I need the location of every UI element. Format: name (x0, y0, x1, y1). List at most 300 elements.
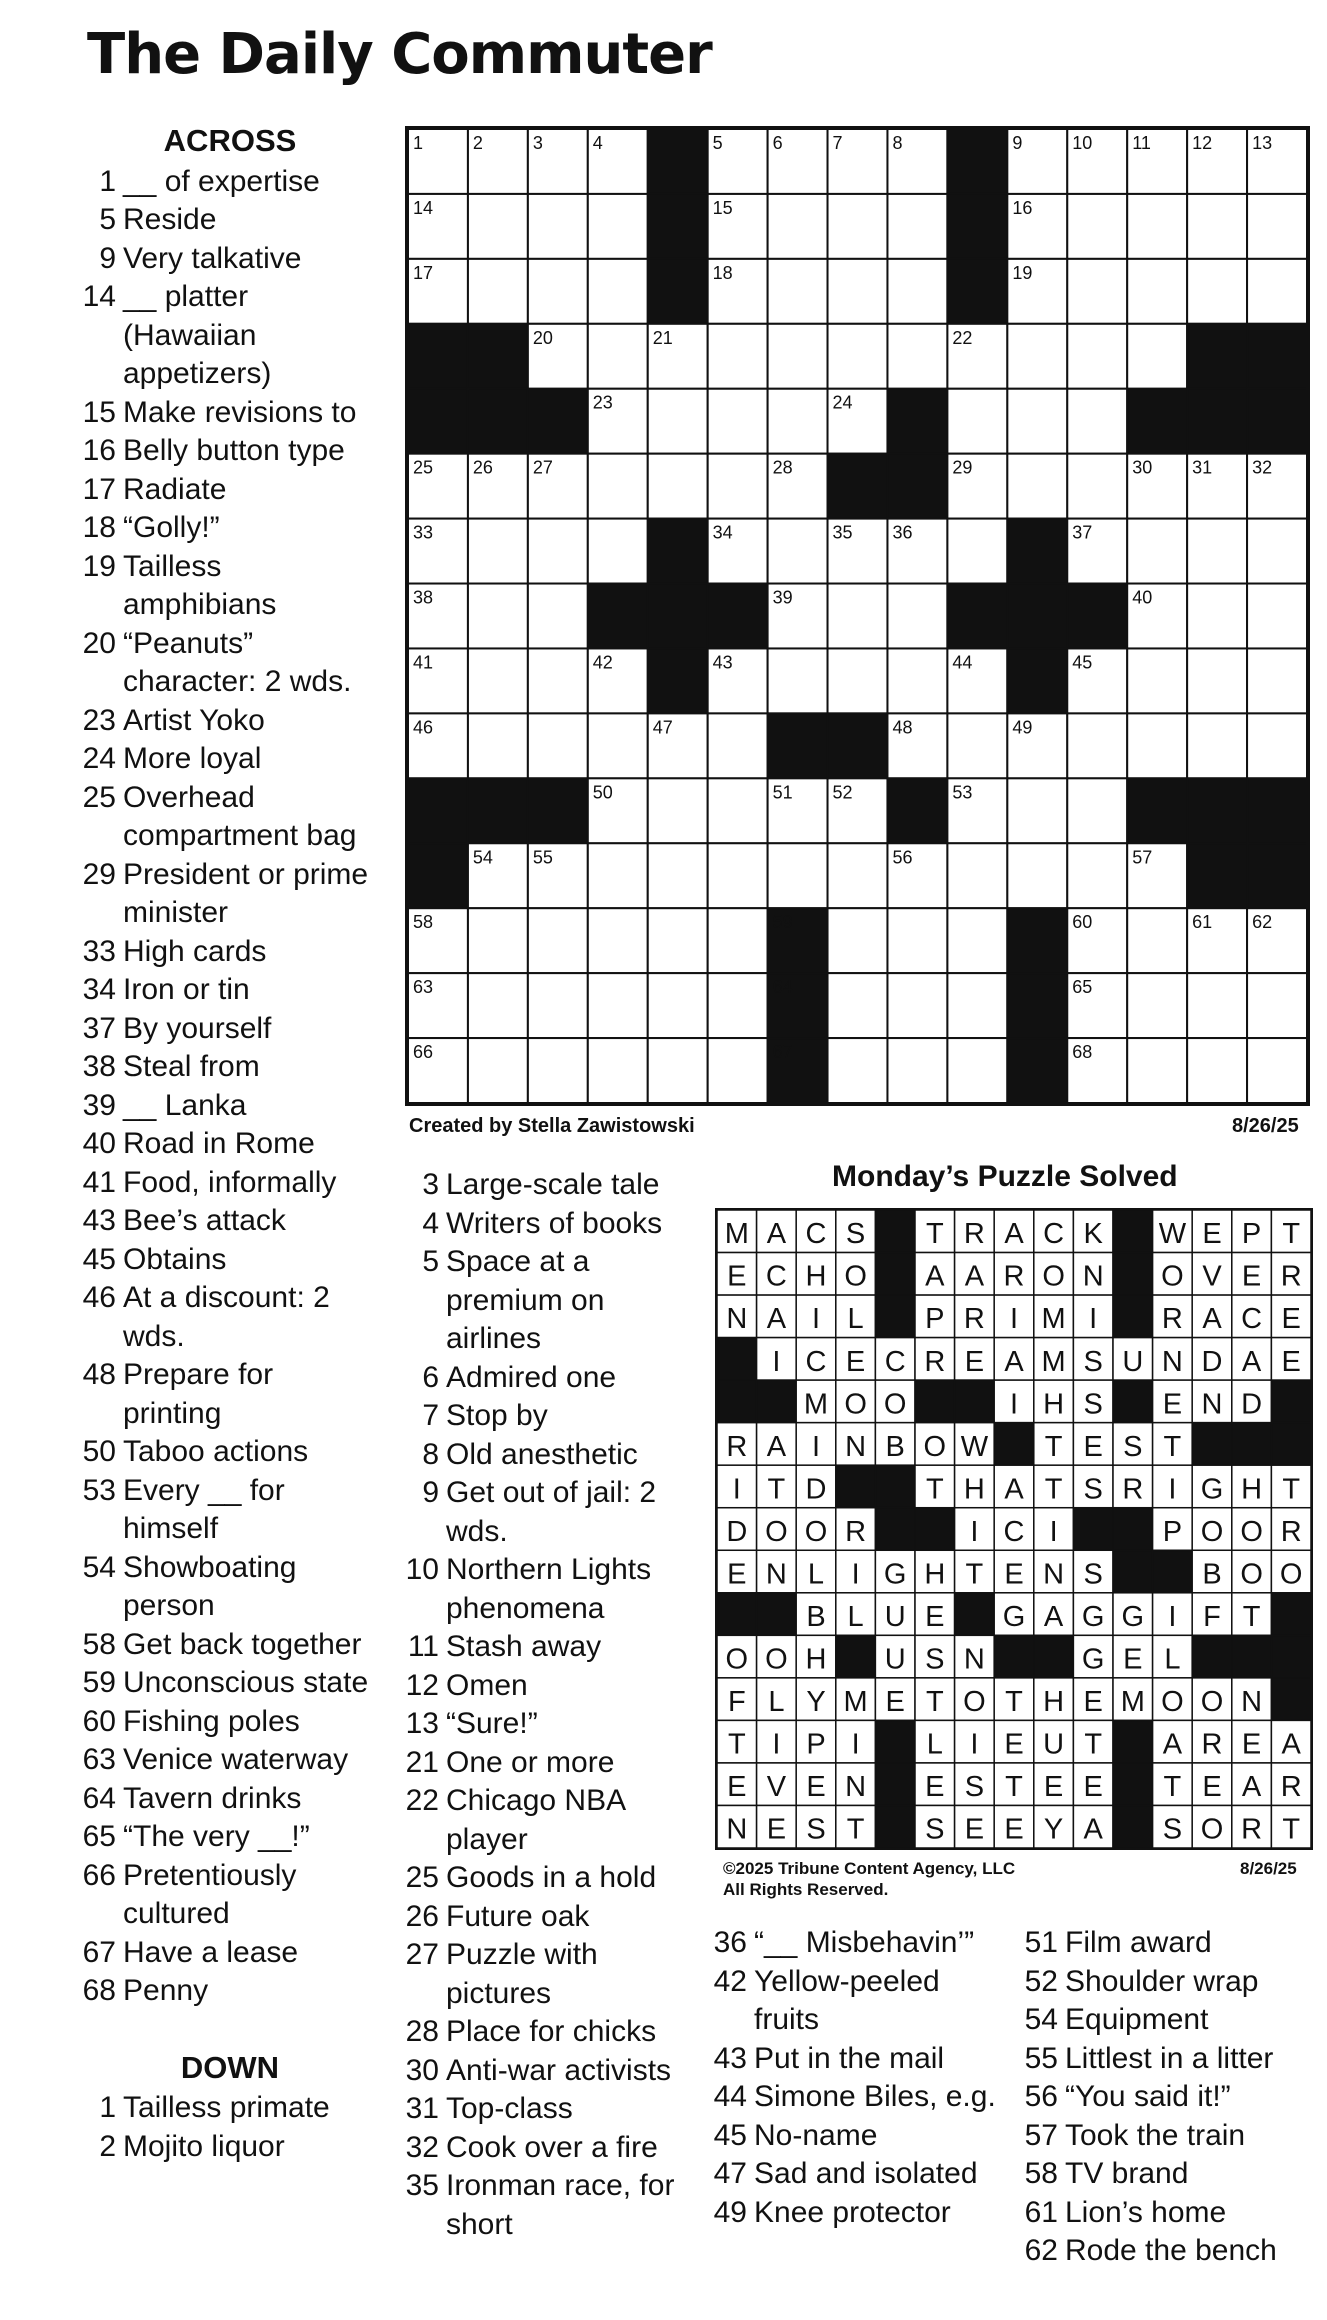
clue-number: 16 (82, 434, 116, 467)
grid-cell[interactable] (528, 648, 588, 713)
clue-text: Simone Biles, e.g. (754, 2080, 996, 2113)
clue-item (707, 2078, 1007, 2117)
grid-cell[interactable] (708, 454, 768, 519)
solution-letter: T (965, 1558, 984, 1591)
clue-item (82, 1048, 378, 1087)
solution-letter: T (925, 1218, 944, 1251)
grid-cell[interactable] (528, 259, 588, 324)
solution-letter: F (727, 1686, 746, 1719)
grid-cell[interactable] (887, 324, 947, 389)
black-square (887, 454, 947, 519)
grid-cell[interactable] (1007, 454, 1067, 519)
solution-black-square (1113, 1253, 1153, 1296)
solution-letter: D (1241, 1388, 1263, 1421)
grid-cell[interactable] (828, 908, 888, 973)
solution-black-square (875, 1805, 915, 1848)
grid-cell[interactable] (708, 389, 768, 454)
grid-cell[interactable] (1127, 519, 1187, 584)
clue-text: President or prime minister (123, 857, 369, 929)
grid-cell[interactable] (887, 648, 947, 713)
clue-text: “Golly!” (123, 511, 220, 544)
grid-cell[interactable] (708, 908, 768, 973)
solution-letter: M (1041, 1345, 1066, 1378)
solution-letter: T (925, 1686, 944, 1719)
solution-black-square (757, 1380, 797, 1423)
solution-black-square (1113, 1550, 1153, 1593)
clue-number: 20 (82, 626, 116, 660)
solution-black-square (757, 1593, 797, 1636)
grid-cell[interactable] (768, 519, 828, 584)
clue-item (707, 2155, 1007, 2194)
solution-letter: A (766, 1218, 787, 1251)
grid-cell[interactable] (1067, 324, 1127, 389)
cell-number: 40 (1132, 587, 1153, 608)
grid-cell[interactable] (887, 973, 947, 1038)
grid-cell[interactable] (468, 259, 528, 324)
grid-cell[interactable] (1127, 973, 1187, 1038)
clue-item (82, 971, 378, 1010)
cell-number: 11 (1132, 133, 1151, 153)
cell-number: 60 (1072, 912, 1093, 933)
grid-cell[interactable] (768, 324, 828, 389)
clue-text: Lion’s home (1065, 2195, 1227, 2229)
grid-cell[interactable] (468, 194, 528, 259)
clue-number: 25 (405, 1861, 439, 1894)
clue-item (1018, 2232, 1318, 2271)
cell-number: 33 (413, 522, 434, 543)
grid-cell[interactable] (1247, 519, 1307, 584)
solution-black-square (875, 1465, 915, 1508)
grid-cell[interactable] (947, 973, 1007, 1038)
solution-letter: C (765, 1260, 787, 1293)
grid-cell[interactable] (1247, 194, 1307, 259)
solution-letter: L (807, 1558, 825, 1591)
grid-cell[interactable] (1187, 259, 1247, 324)
grid-cell[interactable] (648, 973, 708, 1038)
grid-cell[interactable] (947, 908, 1007, 973)
clue-item (82, 1741, 378, 1780)
solution-letter: E (1202, 1771, 1222, 1804)
solution-letter: Y (806, 1686, 826, 1719)
grid-cell[interactable] (1007, 389, 1067, 454)
solution-letter: U (884, 1600, 906, 1633)
grid-cell[interactable] (648, 454, 708, 519)
solution-letter: N (1201, 1388, 1223, 1421)
solution-letter: T (1242, 1600, 1261, 1633)
grid-cell[interactable] (468, 519, 528, 584)
solution-letter: O (725, 1643, 749, 1676)
grid-cell[interactable] (1067, 843, 1127, 908)
cell-number: 41 (413, 652, 434, 673)
solution-letter: A (1202, 1303, 1222, 1336)
grid-cell[interactable] (588, 973, 648, 1038)
clue-text: Rode the bench (1065, 2234, 1277, 2267)
clue-item (82, 1972, 378, 2011)
solution-black-square (1113, 1210, 1153, 1253)
solution-letter: O (844, 1260, 867, 1293)
solution-black-square (1271, 1423, 1311, 1466)
solution-letter: A (1241, 1771, 1262, 1804)
grid-cell[interactable] (1187, 584, 1247, 649)
grid-cell[interactable] (468, 584, 528, 649)
grid-cell[interactable] (528, 713, 588, 778)
clue-text: “The very __!” (123, 1820, 310, 1853)
clue-number: 38 (82, 1050, 116, 1083)
solution-letter: E (1083, 1771, 1103, 1804)
grid-cell[interactable] (1127, 648, 1187, 713)
clue-number: 63 (82, 1743, 116, 1776)
grid-cell[interactable] (588, 194, 648, 259)
clue-item (82, 163, 378, 202)
clue-number: 12 (405, 1668, 439, 1702)
clue-text: Yellow-peeled fruits (754, 1964, 940, 2036)
solution-letter: E (1083, 1686, 1103, 1719)
clue-item (1018, 2155, 1318, 2194)
clue-text: Mojito liquor (123, 2129, 285, 2163)
grid-cell[interactable] (828, 259, 888, 324)
grid-cell[interactable] (468, 713, 528, 778)
clue-number: 9 (99, 241, 116, 275)
grid-cell[interactable] (1247, 713, 1307, 778)
grid-cell[interactable] (1007, 843, 1067, 908)
solution-letter: D (1201, 1345, 1223, 1378)
grid-cell[interactable] (887, 1038, 947, 1103)
black-square (1247, 324, 1307, 389)
grid-cell[interactable] (1127, 324, 1187, 389)
solution-letter: T (925, 1473, 944, 1506)
cell-number: 52 (832, 782, 853, 803)
solution-letter: S (964, 1771, 985, 1804)
grid-cell[interactable] (468, 648, 528, 713)
clue-text: Venice waterway (123, 1743, 349, 1776)
grid-cell[interactable] (1067, 778, 1127, 843)
grid-cell[interactable] (828, 843, 888, 908)
grid-cell[interactable] (648, 843, 708, 908)
grid-cell[interactable] (768, 648, 828, 713)
grid-cell[interactable] (768, 389, 828, 454)
grid-cell[interactable] (588, 454, 648, 519)
solution-letter: I (1168, 1600, 1177, 1633)
cell-number: 13 (1252, 133, 1273, 153)
clue-number: 32 (405, 2130, 439, 2164)
black-square (768, 713, 828, 778)
cell-number: 68 (1072, 1042, 1093, 1063)
cell-number: 58 (413, 912, 434, 933)
cell-number: 25 (413, 457, 434, 478)
clue-number: 41 (82, 1165, 116, 1199)
clue-text: Make revisions to (123, 395, 357, 429)
grid-cell[interactable] (588, 908, 648, 973)
solution-black-square (1153, 1550, 1193, 1593)
grid-cell[interactable] (887, 908, 947, 973)
clue-item (82, 1010, 378, 1049)
clue-text: Every __ for himself (123, 1473, 285, 1545)
clue-item (707, 1963, 1007, 2040)
grid-cell[interactable] (708, 713, 768, 778)
black-square (1067, 584, 1127, 649)
solution-letter: L (847, 1303, 864, 1336)
clue-number: 51 (1024, 1926, 1058, 1959)
clue-item (82, 1125, 378, 1164)
grid-cell[interactable] (887, 584, 947, 649)
grid-cell[interactable] (828, 584, 888, 649)
clue-number: 14 (82, 280, 116, 313)
solution-letter: S (806, 1813, 826, 1846)
solution-letter: A (1004, 1345, 1024, 1378)
black-square (648, 648, 708, 713)
solution-black-square (994, 1635, 1034, 1678)
clue-text: Penny (123, 1974, 209, 2007)
clue-number: 66 (82, 1858, 116, 1892)
grid-cell[interactable] (648, 1038, 708, 1103)
cell-number: 56 (892, 847, 913, 868)
grid-cell[interactable] (1127, 713, 1187, 778)
grid-cell[interactable] (1247, 584, 1307, 649)
clue-number: 18 (82, 511, 116, 544)
grid-cell[interactable] (828, 648, 888, 713)
clue-text: “__ Misbehavin’” (754, 1926, 975, 1959)
cell-number: 12 (1192, 133, 1213, 153)
grid-cell[interactable] (708, 973, 768, 1038)
grid-cell[interactable] (1247, 1038, 1307, 1103)
cell-number: 39 (772, 587, 793, 608)
solution-letter: E (885, 1686, 905, 1719)
grid-cell[interactable] (528, 1038, 588, 1103)
cell-number: 6 (772, 133, 783, 153)
grid-cell[interactable] (468, 908, 528, 973)
black-square (528, 778, 588, 843)
grid-cell[interactable] (588, 519, 648, 584)
grid-cell[interactable] (947, 389, 1007, 454)
grid-cell[interactable] (1247, 648, 1307, 713)
grid-cell[interactable] (708, 843, 768, 908)
clue-text: Writers of books (446, 1206, 663, 1240)
grid-cell[interactable] (1247, 973, 1307, 1038)
grid-cell[interactable] (828, 1038, 888, 1103)
solution-letter: N (963, 1643, 985, 1676)
cell-number: 5 (712, 133, 723, 153)
solution-letter: S (845, 1218, 866, 1251)
black-square (828, 713, 888, 778)
solution-letter: R (1280, 1771, 1302, 1804)
solution-letter: O (844, 1388, 867, 1421)
solution-letter: E (845, 1345, 866, 1378)
solution-letter: A (766, 1430, 787, 1463)
clue-item (82, 1818, 378, 1857)
grid-cell[interactable] (1067, 259, 1127, 324)
solution-letter: Y (1043, 1813, 1064, 1846)
grid-cell[interactable] (1067, 454, 1127, 519)
clue-text: TV brand (1065, 2157, 1189, 2190)
clue-text: Belly button type (123, 434, 345, 467)
clue-text: Unconscious state (123, 1666, 369, 1699)
grid-cell[interactable] (1127, 1038, 1187, 1103)
clue-text: Radiate (123, 472, 227, 506)
solution-letter: I (851, 1728, 860, 1761)
grid-cell[interactable] (1187, 194, 1247, 259)
clue-number: 67 (82, 1935, 116, 1969)
grid-cell[interactable] (1127, 259, 1187, 324)
solution-letter: U (1122, 1345, 1144, 1378)
grid-cell[interactable] (588, 324, 648, 389)
clue-text: Tailless primate (123, 2091, 330, 2124)
clue-text: Puzzle with pictures (446, 1938, 598, 2010)
clue-item (82, 1087, 378, 1126)
crossword-grid (405, 126, 1310, 1106)
clue-number: 15 (82, 395, 116, 429)
solution-letter: C (884, 1345, 906, 1378)
grid-cell[interactable] (1067, 194, 1127, 259)
clue-text: Northern Lights phenomena (446, 1553, 652, 1625)
solution-letter: S (925, 1813, 945, 1846)
clue-number: 45 (713, 2118, 747, 2152)
grid-cell[interactable] (768, 843, 828, 908)
solution-letter: I (970, 1515, 979, 1548)
solution-letter: S (1083, 1388, 1103, 1421)
grid-cell[interactable] (528, 519, 588, 584)
solution-letter: S (1162, 1813, 1183, 1846)
cell-number: 32 (1252, 457, 1273, 478)
black-square (1247, 843, 1307, 908)
clue-text: Taboo actions (123, 1435, 309, 1468)
clue-number: 13 (405, 1707, 439, 1740)
solution-letter: E (1162, 1388, 1183, 1421)
clue-number: 55 (1024, 2041, 1058, 2075)
grid-cell[interactable] (588, 259, 648, 324)
grid-cell[interactable] (528, 584, 588, 649)
cell-number: 22 (952, 327, 973, 348)
grid-cell[interactable] (1127, 908, 1187, 973)
grid-cell[interactable] (947, 1038, 1007, 1103)
solution-letter: S (1083, 1473, 1103, 1506)
solution-letter: I (772, 1345, 781, 1378)
grid-cell[interactable] (708, 778, 768, 843)
solution-letter: N (845, 1430, 867, 1463)
clue-item (395, 1205, 695, 1244)
clue-text: No-name (754, 2118, 878, 2152)
solution-letter: M (803, 1388, 829, 1421)
clue-number: 42 (713, 1964, 747, 1998)
solution-letter: L (1164, 1643, 1181, 1676)
clue-item (395, 1744, 695, 1783)
grid-cell[interactable] (468, 973, 528, 1038)
grid-cell[interactable] (768, 259, 828, 324)
grid-cell[interactable] (648, 908, 708, 973)
grid-cell[interactable] (828, 194, 888, 259)
cell-number: 53 (952, 782, 973, 803)
grid-cell[interactable] (768, 194, 828, 259)
grid-cell[interactable] (1067, 389, 1127, 454)
grid-cell[interactable] (947, 843, 1007, 908)
grid-cell[interactable] (887, 259, 947, 324)
solution-letter: A (1043, 1600, 1064, 1633)
grid-cell[interactable] (1007, 324, 1067, 389)
grid-cell[interactable] (1187, 973, 1247, 1038)
solution-letter: S (1083, 1558, 1103, 1591)
grid-cell[interactable] (947, 713, 1007, 778)
grid-cell[interactable] (1067, 713, 1127, 778)
grid-cell[interactable] (1187, 519, 1247, 584)
solution-letter: A (964, 1260, 985, 1293)
solution-letter: I (1168, 1473, 1177, 1506)
solution-letter: T (727, 1728, 746, 1761)
grid-cell[interactable] (648, 778, 708, 843)
cell-number: 38 (413, 587, 434, 608)
clue-number: 58 (82, 1627, 116, 1661)
cell-number: 51 (772, 782, 793, 803)
clue-text: Have a lease (123, 1935, 299, 1969)
cell-number: 44 (952, 652, 973, 673)
solution-letter: T (1005, 1686, 1023, 1719)
clue-number: 39 (82, 1088, 116, 1122)
clue-item (82, 471, 378, 510)
solution-letter: G (1081, 1600, 1105, 1633)
grid-cell[interactable] (1247, 259, 1307, 324)
grid-cell[interactable] (528, 194, 588, 259)
solution-letter: A (1162, 1728, 1183, 1761)
grid-cell[interactable] (708, 324, 768, 389)
solution-letter: O (963, 1686, 986, 1719)
grid-cell[interactable] (528, 908, 588, 973)
grid-cell[interactable] (828, 324, 888, 389)
grid-cell[interactable] (588, 713, 648, 778)
clue-text: Very talkative (123, 241, 302, 275)
grid-cell[interactable] (887, 194, 947, 259)
clue-number: 1 (99, 2091, 116, 2124)
solution-letter: E (1202, 1218, 1222, 1251)
grid-cell[interactable] (588, 1038, 648, 1103)
solution-letter: E (1004, 1558, 1024, 1591)
down-heading: DOWN (180, 2049, 280, 2085)
clue-number: 4 (422, 1206, 439, 1240)
solution-letter: B (806, 1600, 826, 1633)
grid-cell[interactable] (648, 389, 708, 454)
solution-letter: S (925, 1643, 945, 1676)
solution-letter: N (726, 1303, 748, 1336)
grid-cell[interactable] (1187, 1038, 1247, 1103)
grid-cell[interactable] (708, 1038, 768, 1103)
clue-number: 54 (82, 1550, 116, 1584)
clue-number: 54 (1024, 2003, 1058, 2036)
puzzle-credit: Created by Stella Zawistowski (409, 1115, 695, 1137)
clue-text: One or more (446, 1745, 615, 1779)
solution-black-square (717, 1593, 757, 1636)
solution-letter: A (1281, 1728, 1301, 1761)
grid-cell[interactable] (1187, 713, 1247, 778)
grid-cell[interactable] (588, 843, 648, 908)
clue-item (82, 278, 378, 394)
clue-number: 9 (422, 1476, 439, 1509)
solution-letter: H (963, 1473, 985, 1506)
grid-cell[interactable] (1127, 194, 1187, 259)
solution-letter: A (766, 1303, 787, 1336)
black-square (947, 584, 1007, 649)
cell-number: 50 (592, 782, 613, 803)
clue-item (395, 1436, 695, 1475)
grid-cell[interactable] (1007, 778, 1067, 843)
solution-letter: R (963, 1303, 985, 1336)
grid-cell[interactable] (528, 973, 588, 1038)
solution-letter: C (1241, 1303, 1263, 1336)
clue-item (395, 2167, 695, 2244)
solution-letter: E (727, 1558, 747, 1591)
black-square (468, 324, 528, 389)
grid-cell[interactable] (828, 973, 888, 1038)
grid-cell[interactable] (947, 519, 1007, 584)
grid-cell[interactable] (468, 1038, 528, 1103)
grid-cell[interactable] (1187, 648, 1247, 713)
solution-letter: G (1002, 1600, 1026, 1633)
